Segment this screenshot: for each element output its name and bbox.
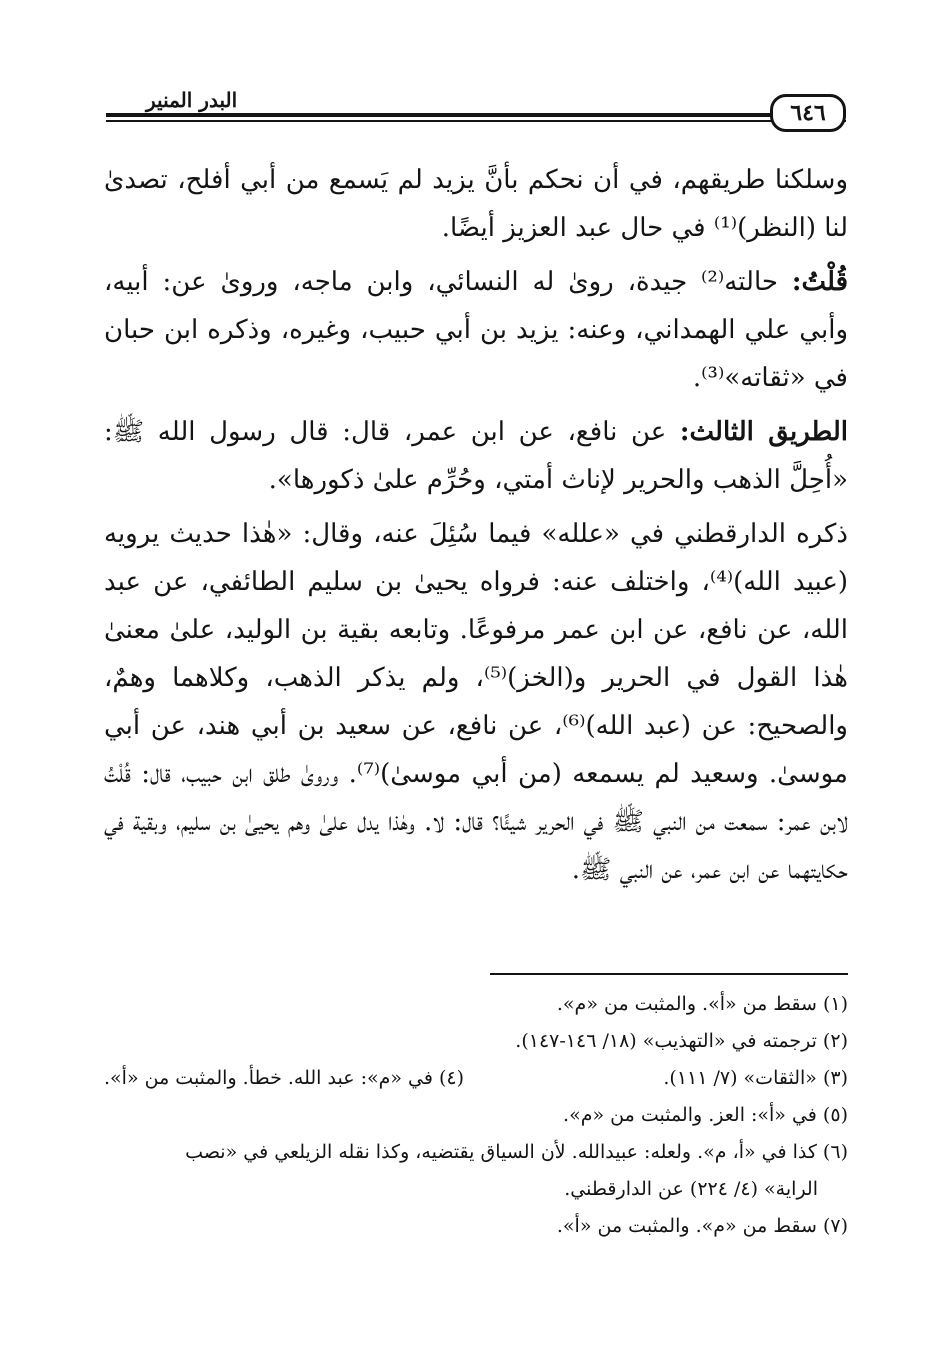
paragraph-4: ذكره الدارقطني في «علله» فيما سُئِلَ عنه، وقال: «هٰذا حديث يرويه (عبيد الله)⁽⁴⁾، واختلف عنه: فرواه يحيىٰ بن سليم الطائفي، عن عبد الله، عن نافع، عن ابن عمر مرفوعًا. وتابعه بقية بن الوليد، علىٰ معنىٰ هٰذا القول في الحرير و(الخز)⁽⁵⁾، ولم يذكر الذهب، وكلاهما وهمٌ، والصحيح: عن (عبد الله)⁽⁶⁾، عن نافع، عن سعيد بن أبي هند، عن أبي موسىٰ. وسعيد لم يسمعه (من أبي موسىٰ)⁽⁷⁾. ورویٰ طلق ابن حبيب، قال: قُلْتُ لابن عمر: سمعت من النبي ﷺ في الحرير شيئًا؟ قال: لا. وهٰذا يدل علىٰ وهم يحيىٰ بن سليم، وبقية في حكايتهما عن ابن عمر، عن النبي ﷺ. [104,519,848,885]
footnote-4: (٤) في «م»: عبد الله. خطأ. والمثبت من «أ». [104,1067,465,1089]
footnote-2: (٢) ترجمته في «التهذيب» (١٨/ ١٤٦-١٤٧). [515,1030,848,1052]
paragraph-2-label: قُلْتُ: [791,267,849,297]
footnote-6: (٦) كذا في «أ، م». ولعله: عبيدالله. لأن السياق يقتضيه، وكذا نقله الزيلعي في «نصب [185,1141,848,1163]
header-rule-thick [106,113,846,117]
footnote-1: (١) سقط من «أ». والمثبت من «م». [556,993,848,1015]
main-text [104,156,848,900]
header-rule-thin [106,120,846,122]
footnote-5: (٥) في «أ»: العز. والمثبت من «م». [563,1104,848,1126]
paragraph-3-label: الطريق الثالث: [679,417,849,447]
paragraph-2-text: حالته⁽²⁾ جيدة، رویٰ له النسائي، وابن ماجه، ورویٰ عن: أبيه، وأبي علي الهمداني، وعنه: يزيد بن أبي حبيب، وغيره، وذكره ابن حبان في «ثقاته»⁽³⁾. [104,267,848,393]
running-book-title: البدر المنير [146,88,238,112]
paragraph-2 [104,258,848,402]
page-header [106,88,846,134]
page-number: ٦٤٦ [770,94,846,132]
footnote-row-3-4 [104,1060,848,1097]
footnote-6-continued: الراية» (٤/ ٢٢٤) عن الدارقطني. [564,1178,818,1200]
paragraph-1: وسلكنا طريقهم، في أن نحكم بأنَّ يزيد لم يَسمع من أبي أفلح، تصدىٰ لنا (النظر)⁽¹⁾ في حال عبد العزيز أيضًا. [104,165,848,243]
footnote-7: (٧) سقط من «م». والمثبت من «أ». [556,1215,848,1237]
paragraph-3-text: عن نافع، عن ابن عمر، قال: قال رسول الله ﷺ: «أُحِلَّ الذهب والحرير لإناث أمتي، وحُرِّم علىٰ ذكورها». [104,417,848,495]
footnotes [104,986,848,1245]
paragraph-3 [104,408,848,504]
footnote-3: (٣) «الثقات» (٧/ ١١١). [663,1067,848,1089]
footnote-divider [490,973,848,975]
